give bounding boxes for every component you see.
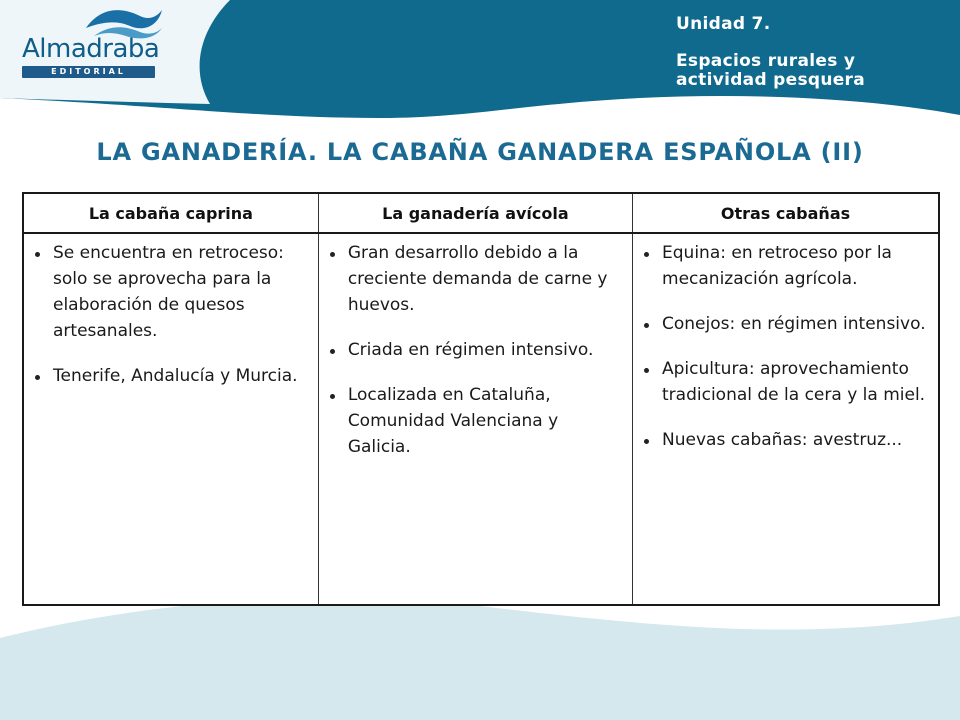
logo-wordmark: Almadraba <box>22 34 160 64</box>
list-item-text: Criada en régimen intensivo. <box>347 340 594 360</box>
list-item <box>329 240 622 318</box>
bullet-icon <box>35 252 40 257</box>
bullet-list <box>34 240 308 389</box>
table-cell <box>633 233 939 605</box>
list-item <box>329 337 622 363</box>
bullet-icon <box>644 323 649 328</box>
list-item <box>34 240 308 344</box>
list-item <box>643 427 928 453</box>
list-item <box>643 240 928 292</box>
column-header: La cabaña caprina <box>23 193 318 233</box>
logo-subtitle: EDITORIAL <box>51 67 126 76</box>
list-item <box>643 356 928 408</box>
bullet-icon <box>35 375 40 380</box>
unit-label: Unidad 7. <box>676 14 771 34</box>
table-cell <box>318 233 632 605</box>
bullet-icon <box>330 394 335 399</box>
table-header-row <box>23 193 939 233</box>
page-title: LA GANADERÍA. LA CABAÑA GANADERA ESPAÑOLA (II) <box>96 138 864 166</box>
list-item-text: Nuevas cabañas: avestruz... <box>662 430 903 450</box>
list-item-text: Se encuentra en retroceso: solo se aprovecha para la elaboración de quesos artesanales. <box>53 243 284 341</box>
bullet-list <box>329 240 622 460</box>
list-item-text: Tenerife, Andalucía y Murcia. <box>53 366 298 386</box>
list-item-text: Gran desarrollo debido a la creciente demanda de carne y huevos. <box>347 243 608 315</box>
livestock-table <box>22 192 940 606</box>
bullet-icon <box>644 252 649 257</box>
list-item-text: Equina: en retroceso por la mecanización agrícola. <box>662 243 892 289</box>
column-header: La ganadería avícola <box>318 193 632 233</box>
table-row <box>23 233 939 605</box>
column-header: Otras cabañas <box>633 193 939 233</box>
bullet-icon <box>644 439 649 444</box>
list-item <box>34 363 308 389</box>
list-item-text: Conejos: en régimen intensivo. <box>662 314 926 334</box>
table-cell <box>23 233 318 605</box>
bullet-icon <box>644 368 649 373</box>
list-item-text: Apicultura: aprovechamiento tradicional de la cera y la miel. <box>662 359 926 405</box>
list-item <box>329 382 622 460</box>
list-item-text: Localizada en Cataluña, Comunidad Valenciana y Galicia. <box>347 385 559 457</box>
bullet-icon <box>330 349 335 354</box>
bullet-icon <box>330 252 335 257</box>
bullet-list <box>643 240 928 453</box>
list-item <box>643 311 928 337</box>
unit-subtitle: Espacios rurales y actividad pesquera <box>676 51 866 90</box>
publisher-logo <box>12 6 162 76</box>
